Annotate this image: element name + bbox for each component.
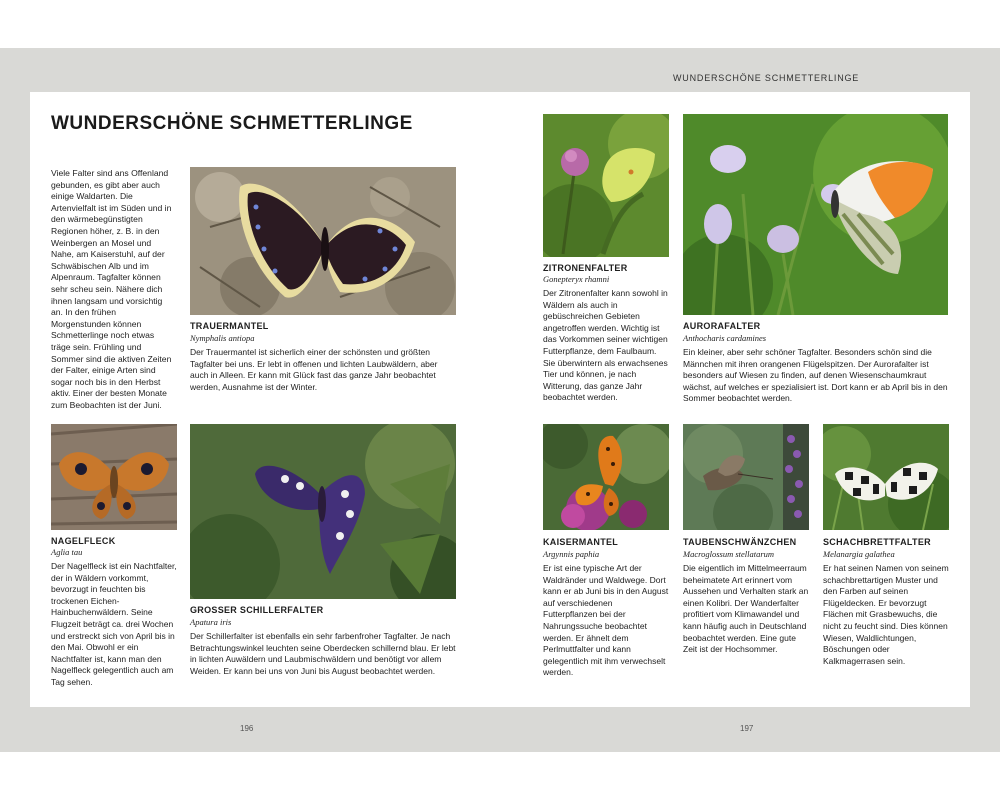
page-number-left: 196 bbox=[240, 724, 254, 733]
photo-aurorafalter bbox=[683, 114, 948, 315]
photo-zitronenfalter bbox=[543, 114, 669, 257]
species-text-trauermantel: Der Trauermantel ist sicherlich einer der schönsten und größten Tagfalter bei uns. Er lebt in offenen und lichten Laubwäldern, aber auch in Alleen. Er kann mit Glück fast das ganze Jahr beobachtet werden, Ausnahme ist der Winter. bbox=[190, 347, 438, 392]
running-head: WUNDERSCHÖNE SCHMETTERLINGE bbox=[673, 73, 860, 83]
species-name-zitronenfalter: ZITRONENFALTER bbox=[543, 263, 628, 273]
page-title: WUNDERSCHÖNE SCHMETTERLINGE bbox=[51, 113, 413, 134]
species-latin-taubenschwaenzchen: Macroglossum stellatarum bbox=[683, 549, 775, 559]
species-latin-nagelfleck: Aglia tau bbox=[51, 547, 83, 557]
photo-schillerfalter bbox=[190, 424, 456, 599]
species-latin-schachbrettfalter: Melanargia galathea bbox=[823, 549, 895, 559]
species-text-taubenschwaenzchen: Die eigentlich im Mittelmeerraum beheimatete Art erinnert vom Aussehen und Verhalten stark an einen Kolibri. Der Wanderfalter profitiert vom Klimawandel und kann häufig auch in Deutschland beobachtet werden. Eine gute Zeit ist der Hochsommer. bbox=[683, 563, 809, 655]
species-latin-kaisermantel: Argynnis paphia bbox=[543, 549, 600, 559]
species-text-aurorafalter: Ein kleiner, aber sehr schöner Tagfalter. Besonders schön sind die Männchen mit ihren orangenen Flügelspitzen. Der Aurorafalter ist besonders auf Wiesen zu finden, auf denen Wiesenschaumkraut wächst, auf welches er spezialisiert ist. Dort kann er ab April bis in den Sommer beobachtet werden. bbox=[683, 347, 948, 404]
species-text-schachbrettfalter: Er hat seinen Namen von seinem schachbrettartigen Muster und den Farben auf seinen Flügeldecken. Er bevorzugt Flächen mit Grasbewuchs, die nicht zu feucht sind. Dies können Wiesen, Waldlichtungen, Böschungen oder Kalkmagerrasen sein. bbox=[823, 563, 949, 666]
species-text-schillerfalter: Der Schillerfalter ist ebenfalls ein sehr farbenfroher Tagfalter. Je nach Betrachtungswinkel leuchten seine Oberdecken schillernd blau. Er lebt in lichten Auwäldern und Laubmischwäldern und benötigt vor allem Weiden. Er kann bei uns von Juni bis August beobachtet werden. bbox=[190, 631, 456, 676]
species-name-taubenschwaenzchen: TAUBENSCHWÄNZCHEN bbox=[683, 537, 797, 547]
species-latin-schillerfalter: Apatura iris bbox=[190, 617, 232, 627]
species-name-trauermantel: TRAUERMANTEL bbox=[190, 321, 269, 331]
species-name-nagelfleck: NAGELFLECK bbox=[51, 536, 116, 546]
intro-text: Viele Falter sind ans Offenland gebunden, es gibt aber auch einige Waldarten. Die Artenvielfalt ist im Süden und in den wärmebegünstigten Regionen höher, z. B. in den Weinbergen an Mosel und Nahe, am Kaiserstuhl, auf der Schwäbischen Alb und im Alpenraum. Tagfalter können sehr scheu sein. Nähere dich ihnen langsam und vorsichtig an. In den frühen Morgenstunden können Schmetterlinge noch etwas träge sein. Frühling und Sommer sind die aktiven Zeiten der Falter, einige Arten sind sogar noch bis in den Herbst aktiv. Einer der besten Monate zum Beobachten ist der Juni. bbox=[51, 168, 172, 410]
photo-trauermantel bbox=[190, 167, 456, 315]
photo-nagelfleck bbox=[51, 424, 177, 530]
species-name-schillerfalter: GROSSER SCHILLERFALTER bbox=[190, 605, 324, 615]
species-text-zitronenfalter: Der Zitronenfalter kann sowohl in Wäldern als auch in gebüschreichen Gebieten angetroffen werden. Wichtig ist das Vorkommen seiner wichtigen Futterpflanze, dem Faulbaum. Sie überwintern als erwachsenes Tier und können, je nach Witterung, das ganze Jahr beobachtet werden. bbox=[543, 288, 668, 403]
photo-schachbrettfalter bbox=[823, 424, 949, 530]
species-latin-trauermantel: Nymphalis antiopa bbox=[190, 333, 255, 343]
photo-taubenschwaenzchen bbox=[683, 424, 809, 530]
species-latin-zitronenfalter: Gonepteryx rhamni bbox=[543, 274, 610, 284]
species-name-aurorafalter: AURORAFALTER bbox=[683, 321, 761, 331]
photo-kaisermantel bbox=[543, 424, 669, 530]
page-number-right: 197 bbox=[740, 724, 754, 733]
species-name-kaisermantel: KAISERMANTEL bbox=[543, 537, 619, 547]
species-text-kaisermantel: Er ist eine typische Art der Waldränder und Waldwege. Dort kann er ab Juni bis in den August auf verschiedenen Futterpflanzen bei der Nahrungssuche beobachtet werden. Er ähnelt dem Perlmuttfalter und kann gelegentlich mit ihm verwechselt werden. bbox=[543, 563, 669, 678]
species-text-nagelfleck: Der Nagelfleck ist ein Nachtfalter, der in Wäldern vorkommt, bevorzugt in feuchten bis trockenen Eichen-Hainbuchenwäldern. Seine Flugzeit beträgt ca. drei Wochen und erstreckt sich von April bis in den Mai. Obwohl er ein Nachtfalter ist, kann man den Nagelfleck gelegentlich auch am Tag sehen. bbox=[51, 561, 177, 687]
species-name-schachbrettfalter: SCHACHBRETTFALTER bbox=[823, 537, 931, 547]
species-latin-aurorafalter: Anthocharis cardamines bbox=[683, 333, 767, 343]
